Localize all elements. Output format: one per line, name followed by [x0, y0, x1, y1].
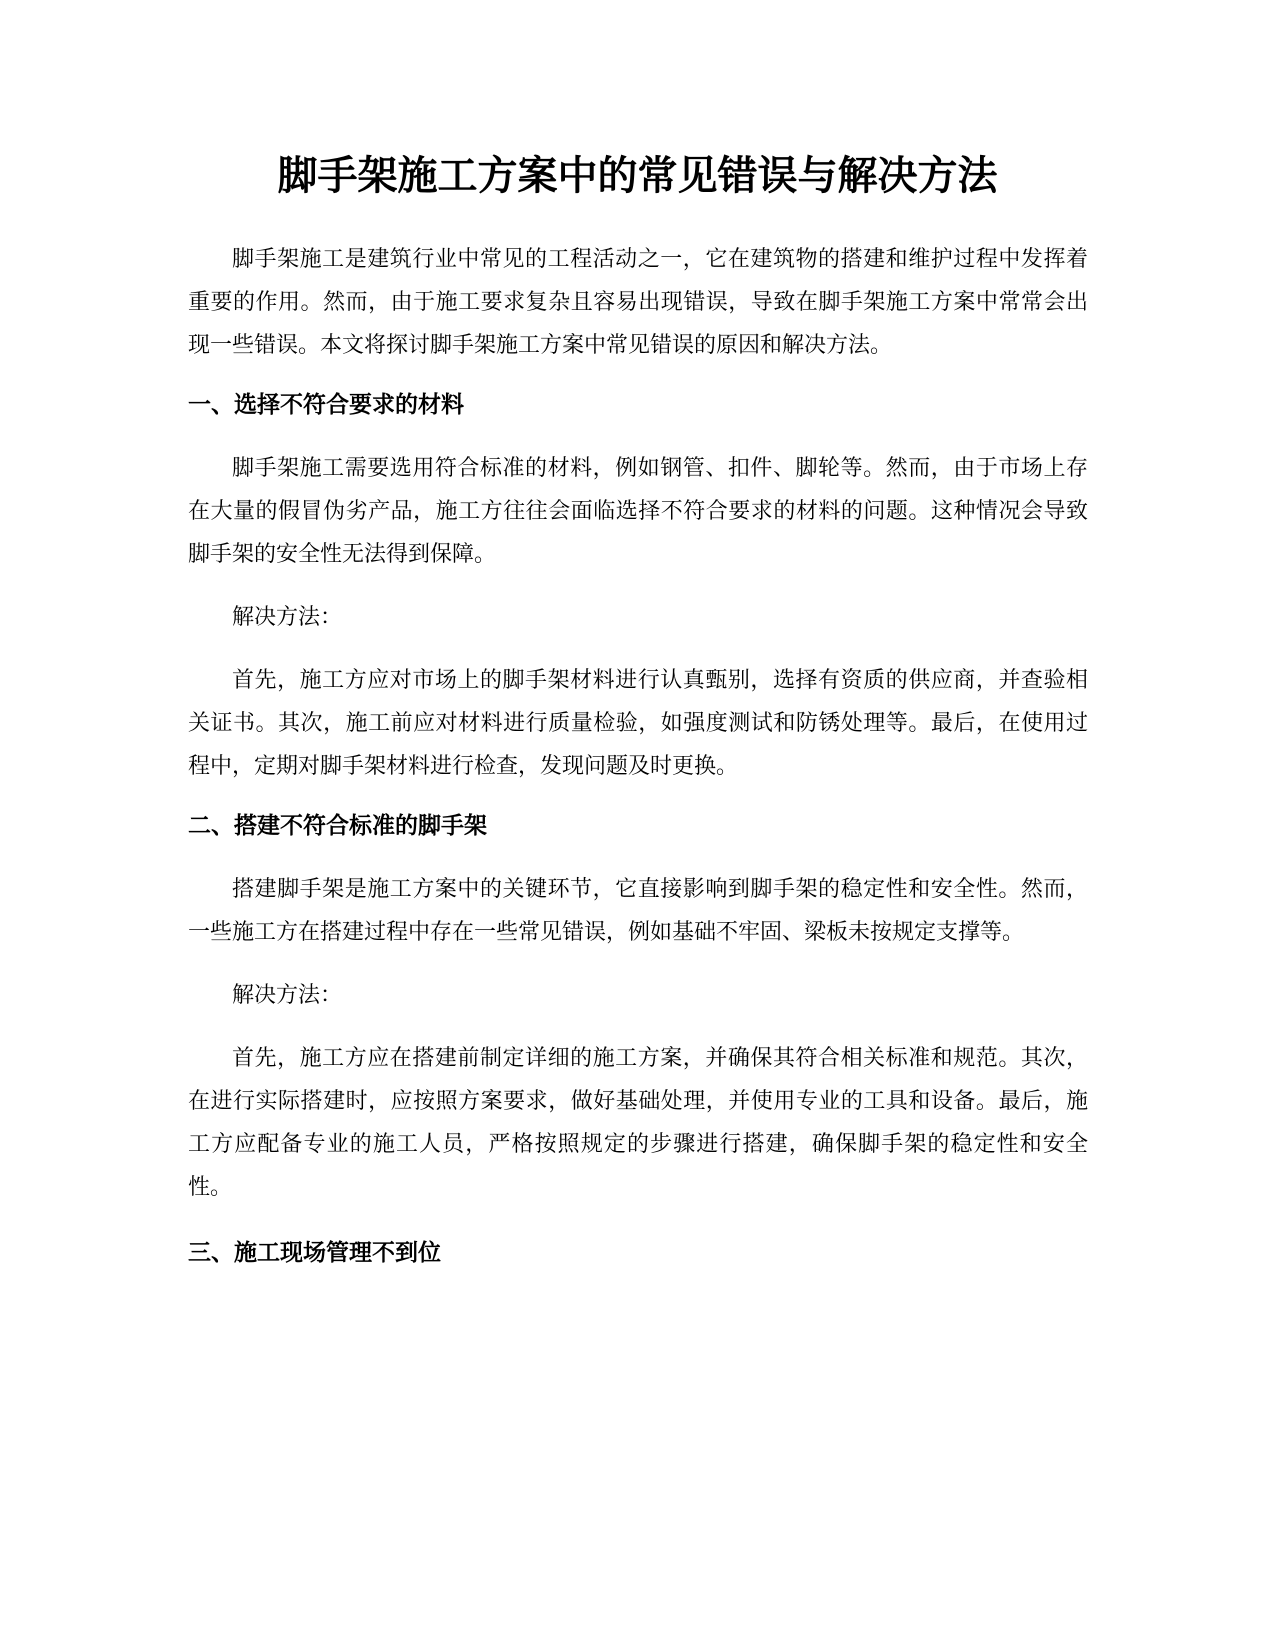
section-1-solution-label: 解决方法： [232, 605, 343, 630]
document-title: 脚手架施工方案中的常见错误与解决方法 [277, 153, 998, 199]
section-2-problem: 搭建脚手架是施工方案中的关键环节，它直接影响到脚手架的稳定性和安全性。然而，一些施工方在搭建过程中存在一些常见错误，例如基础不牢固、梁板未按规定支撑等。 [188, 877, 1088, 945]
document-body [188, 238, 1088, 1295]
section-2-heading: 二、搭建不符合标准的脚手架 [188, 813, 487, 839]
section-3-heading: 三、施工现场管理不到位 [188, 1240, 441, 1266]
section-1-solution: 首先，施工方应对市场上的脚手架材料进行认真甄别，选择有资质的供应商，并查验相关证书。其次，施工前应对材料进行质量检验，如强度测试和防锈处理等。最后，在使用过程中，定期对脚手架材料进行检查，发现问题及时更换。 [188, 668, 1088, 779]
section-1-problem: 脚手架施工需要选用符合标准的材料，例如钢管、扣件、脚轮等。然而，由于市场上存在大量的假冒伪劣产品，施工方往往会面临选择不符合要求的材料的问题。这种情况会导致脚手架的安全性无法得到保障。 [188, 456, 1088, 567]
section-1-heading: 一、选择不符合要求的材料 [188, 392, 464, 418]
intro-paragraph: 脚手架施工是建筑行业中常见的工程活动之一，它在建筑物的搭建和维护过程中发挥着重要的作用。然而，由于施工要求复杂且容易出现错误，导致在脚手架施工方案中常常会出现一些错误。本文将探讨脚手架施工方案中常见错误的原因和解决方法。 [188, 247, 1088, 358]
section-2-solution: 首先，施工方应在搭建前制定详细的施工方案，并确保其符合相关标准和规范。其次，在进行实际搭建时，应按照方案要求，做好基础处理，并使用专业的工具和设备。最后，施工方应配备专业的施工人员，严格按照规定的步骤进行搭建，确保脚手架的稳定性和安全性。 [188, 1046, 1088, 1200]
section-2-solution-label: 解决方法： [232, 983, 343, 1008]
